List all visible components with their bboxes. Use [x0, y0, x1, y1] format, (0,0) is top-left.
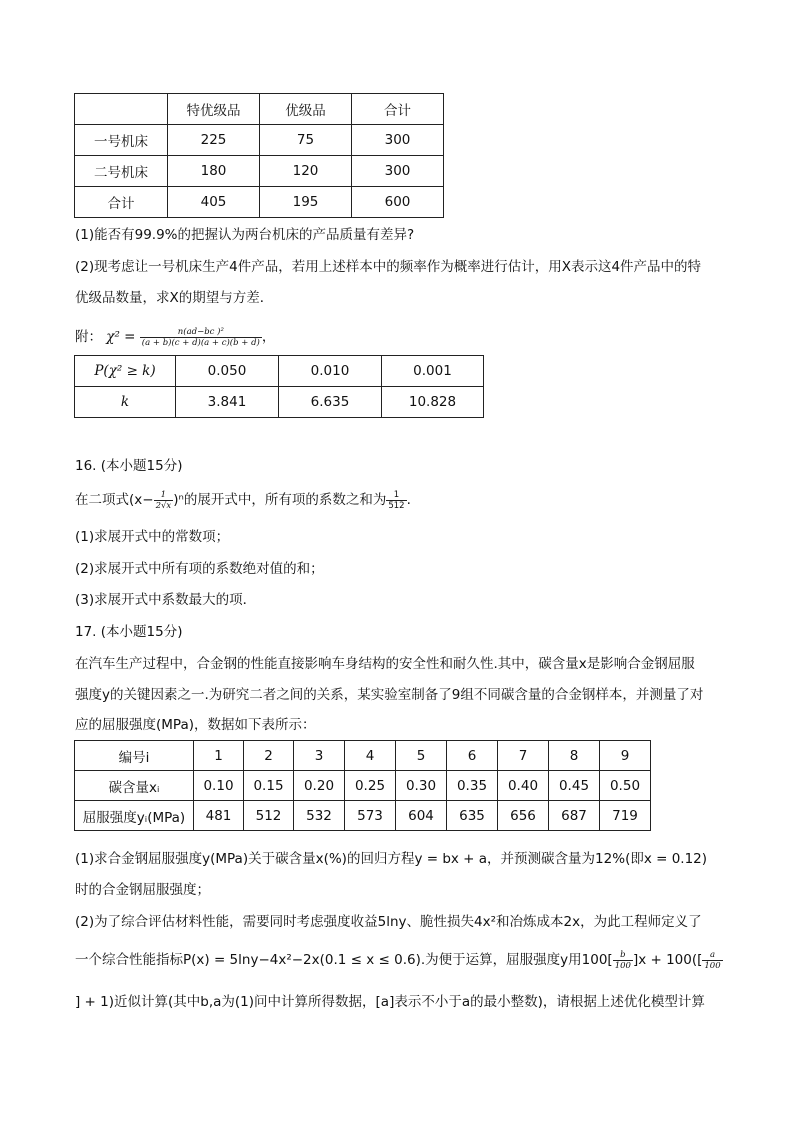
- table-cell: 300: [352, 125, 444, 156]
- table-cell: 2: [244, 741, 294, 771]
- q17-part2-line2: [75, 945, 723, 975]
- table-cell: 碳含量xᵢ: [75, 771, 194, 801]
- table-cell: 合计: [75, 187, 168, 218]
- table-cell: 195: [260, 187, 352, 218]
- table-cell: 120: [260, 156, 352, 187]
- table-cell: 优级品: [260, 94, 352, 125]
- table-cell: 512: [244, 801, 294, 831]
- table-cell: 0.25: [345, 771, 396, 801]
- machine-quality-table: [74, 93, 444, 218]
- q17-line2: 强度y的关键因素之一.为研究二者之间的关系，某实验室制备了9组不同碳含量的合金钢样本，并测量了对: [75, 687, 704, 703]
- frac-den: 100: [614, 960, 631, 971]
- q15-part2-line1: (2)现考虑让一号机床生产4件产品，若用上述样本中的频率作为概率进行估计，用X表示这4件产品中的特: [75, 259, 702, 275]
- frac-num: 1: [154, 490, 174, 501]
- table-cell: 一号机床: [75, 125, 168, 156]
- q16-part2: (2)求展开式中所有项的系数绝对值的和；: [75, 561, 324, 577]
- table-cell: 0.10: [194, 771, 244, 801]
- table-cell: 3.841: [176, 387, 279, 418]
- table-cell: 特优级品: [168, 94, 260, 125]
- table-row: [75, 156, 444, 187]
- table-cell: 0.001: [382, 356, 484, 387]
- frac-num: 1: [386, 490, 406, 501]
- q17-line3: 应的屈服强度(MPa)，数据如下表所示：: [75, 717, 316, 733]
- table-cell: 180: [168, 156, 260, 187]
- table-cell: 5: [396, 741, 447, 771]
- q17-part1-line1: (1)求合金钢屈服强度y(MPa)关于碳含量x(%)的回归方程y = bx + a，并预测碳含量为12%(即x = 0.12): [75, 851, 708, 867]
- q17-text: 一个综合性能指标P(x) = 5lny−4x²−2x(0.1 ≤ x ≤ 0.6).为便于运算，屈服强度y用100[: [75, 952, 613, 968]
- table-row: [75, 741, 651, 771]
- table-cell: 405: [168, 187, 260, 218]
- table-row: [75, 771, 651, 801]
- q17-text: ]x + 100([: [632, 952, 703, 968]
- b-over-100-fraction: [613, 950, 633, 971]
- table-header-row: [75, 94, 444, 125]
- table-cell: 687: [549, 801, 600, 831]
- table-row: [75, 187, 444, 218]
- appendix-label: 附：: [75, 329, 102, 345]
- table-cell: 0.45: [549, 771, 600, 801]
- table-cell: 6.635: [279, 387, 382, 418]
- chi-lhs: χ² =: [106, 329, 136, 345]
- frac-num: b: [613, 950, 633, 961]
- table-cell: 0.30: [396, 771, 447, 801]
- table-cell: 编号i: [75, 741, 194, 771]
- table-cell: 7: [498, 741, 549, 771]
- chi-denominator: (a + b)(c + d)(a + c)(b + d): [141, 337, 260, 348]
- frac-den: 512: [388, 500, 405, 511]
- table-row: [75, 125, 444, 156]
- table-cell: 75: [260, 125, 352, 156]
- table-row: [75, 387, 484, 418]
- table-cell: 8: [549, 741, 600, 771]
- a-over-100-fraction: [702, 950, 722, 971]
- table-cell: 0.40: [498, 771, 549, 801]
- table-cell: 225: [168, 125, 260, 156]
- table-cell: 9: [600, 741, 651, 771]
- q17-part2-line1: (2)为了综合评估材料性能，需要同时考虑强度收益5lny、脆性损失4x²和冶炼成本2x，为此工程师定义了: [75, 914, 702, 930]
- chi-square-formula: [75, 322, 275, 352]
- chi-tail: ，: [261, 329, 276, 345]
- chi-critical-table: [74, 355, 484, 418]
- table-cell: 合计: [352, 94, 444, 125]
- table-cell: 635: [447, 801, 498, 831]
- table-cell: 1: [194, 741, 244, 771]
- table-cell: 10.828: [382, 387, 484, 418]
- chi-fraction: [140, 327, 262, 348]
- table-cell: 600: [352, 187, 444, 218]
- q15-part2-line2: 优级品数量，求X的期望与方差．: [75, 290, 274, 306]
- q17-title: 17. (本小题15分): [75, 624, 183, 640]
- q16-fraction: [154, 490, 174, 511]
- table-cell: 481: [194, 801, 244, 831]
- table-cell: 0.50: [600, 771, 651, 801]
- q16-part3: (3)求展开式中系数最大的项．: [75, 592, 257, 608]
- table-cell: 0.15: [244, 771, 294, 801]
- table-cell: 573: [345, 801, 396, 831]
- q17-part1-line2: 时的合金钢屈服强度；: [75, 882, 210, 898]
- table-cell: 656: [498, 801, 549, 831]
- table-cell: P(χ² ≥ k): [75, 356, 176, 387]
- table-row: [75, 801, 651, 831]
- table-cell: 0.050: [176, 356, 279, 387]
- q16-title: 16. (本小题15分): [75, 458, 183, 474]
- table-cell: 300: [352, 156, 444, 187]
- q16-intro-text: 在二项式(x−: [75, 492, 154, 508]
- frac-den: 100: [704, 960, 721, 971]
- table-cell: 4: [345, 741, 396, 771]
- table-cell: 二号机床: [75, 156, 168, 187]
- table-cell: 604: [396, 801, 447, 831]
- q17-line1: 在汽车生产过程中，合金钢的性能直接影响车身结构的安全性和耐久性.其中，碳含量x是影响合金钢屈服: [75, 656, 695, 672]
- table-cell: k: [75, 387, 176, 418]
- q16-intro: [75, 485, 411, 515]
- table-cell: 3: [294, 741, 345, 771]
- table-cell: 0.010: [279, 356, 382, 387]
- q17-part2-line3: ] + 1)近似计算(其中b,a为(1)问中计算所得数据，[a]表示不小于a的最小整数)，请根据上述优化模型计算: [75, 994, 705, 1010]
- carbon-strength-table: [74, 740, 651, 831]
- chi-numerator: n(ad−bc )²: [140, 327, 262, 338]
- q15-part1: (1)能否有99.9%的把握认为两台机床的产品质量有差异?: [75, 227, 415, 243]
- table-cell: 6: [447, 741, 498, 771]
- table-cell: 0.35: [447, 771, 498, 801]
- q16-intro-text: )ⁿ的展开式中，所有项的系数之和为: [173, 492, 387, 508]
- table-cell: 719: [600, 801, 651, 831]
- table-cell: 屈服强度yᵢ(MPa): [75, 801, 194, 831]
- q16-intro-text: .: [406, 492, 411, 508]
- q16-fraction: [386, 490, 406, 511]
- frac-den: 2√x: [155, 500, 172, 511]
- table-cell: [75, 94, 168, 125]
- q16-part1: (1)求展开式中的常数项；: [75, 529, 230, 545]
- table-cell: 532: [294, 801, 345, 831]
- table-row: [75, 356, 484, 387]
- table-cell: 0.20: [294, 771, 345, 801]
- frac-num: a: [702, 950, 722, 961]
